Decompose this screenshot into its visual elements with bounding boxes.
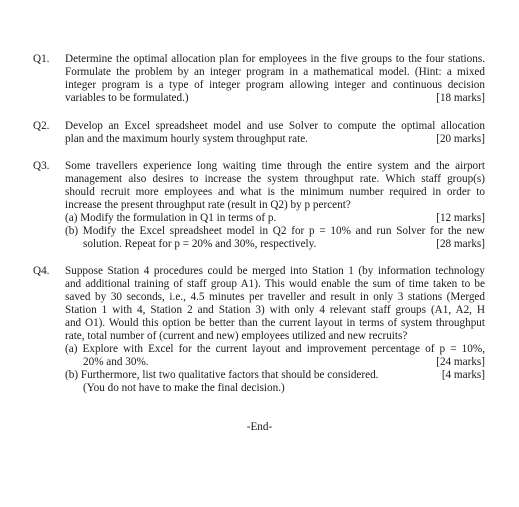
text-line: plan and the maximum hourly system throughput rate. [65, 133, 308, 145]
text-line: variables to be formulated.) [65, 92, 189, 104]
last-line-row [65, 133, 485, 146]
text-line: Some travellers experience long waiting time through the entire system and the airport [65, 160, 485, 172]
question-3 [33, 160, 485, 251]
text-line: saved by 30 seconds, i.e., 4.5 minutes per traveller and result in only 3 stations (Merged [65, 291, 485, 303]
question-number: Q3. [33, 160, 50, 172]
last-line-row [65, 92, 485, 105]
text-line: should recruit more employees and what is the minimum number required in order to [65, 186, 485, 198]
part-text: (b) Furthermore, list two qualitative factors that should be considered. [65, 369, 379, 381]
text-line: management also desires to increase the system throughput rate. Which staff group(s) [65, 173, 485, 185]
part-b: (b) Modify the Excel spreadsheet model in Q2 for p = 10% and run Solver for the new [65, 225, 485, 237]
question-2 [33, 120, 485, 146]
text-line: integer program is a type of integer program allowing integer and continuous decision [65, 79, 485, 91]
marks-label: [20 marks] [436, 133, 485, 145]
part-b-note: (You do not have to make the final decision.) [83, 382, 285, 394]
text-line: Station 1 with 4, Station 2 and Station 3) with only 4 relevant staff groups (A1, A2, H [65, 304, 485, 316]
question-4 [33, 265, 485, 395]
part-b-continued [65, 238, 485, 251]
text-line: and O1). Would this option be better than the current layout in terms of system throughput [65, 317, 485, 329]
question-number: Q4. [33, 265, 50, 277]
question-text [65, 120, 485, 146]
text-line: increase the present throughput rate (result in Q2) by p percent? [65, 199, 351, 211]
question-text [65, 265, 485, 395]
text-line: and additional training of staff group A1). This would enable the sum of time taken to be [65, 278, 485, 290]
end-marker: -End- [246, 421, 273, 433]
marks-label: [28 marks] [436, 238, 485, 250]
marks-label: [18 marks] [436, 92, 485, 104]
question-text [65, 160, 485, 251]
text-line: Formulate the problem by an integer program in a mathematical model. (Hint: a mixed [65, 66, 485, 78]
text-line: Determine the optimal allocation plan for employees in the five groups to the four stations. [65, 53, 485, 65]
marks-label: [24 marks] [436, 356, 485, 368]
question-number: Q1. [33, 53, 50, 65]
question-number: Q2. [33, 120, 50, 132]
marks-label: [12 marks] [436, 212, 485, 224]
part-text: solution. Repeat for p = 20% and 30%, respectively. [83, 238, 317, 250]
text-line: Suppose Station 4 procedures could be merged into Station 1 (by information technology [65, 265, 485, 277]
part-a [65, 212, 485, 225]
text-line: rate, total number of (current and new) employees utilized and new recruits? [65, 330, 408, 342]
part-a: (a) Explore with Excel for the current layout and improvement percentage of p = 10%, [65, 343, 485, 355]
part-text: 20% and 30%. [83, 356, 149, 368]
marks-label: [4 marks] [441, 369, 485, 381]
text-line: Develop an Excel spreadsheet model and use Solver to compute the optimal allocation [65, 120, 485, 132]
part-text: (a) Modify the formulation in Q1 in terms of p. [65, 212, 277, 224]
question-1 [33, 53, 485, 105]
part-a-continued [65, 356, 485, 369]
question-text [65, 53, 485, 105]
part-b [65, 369, 485, 382]
